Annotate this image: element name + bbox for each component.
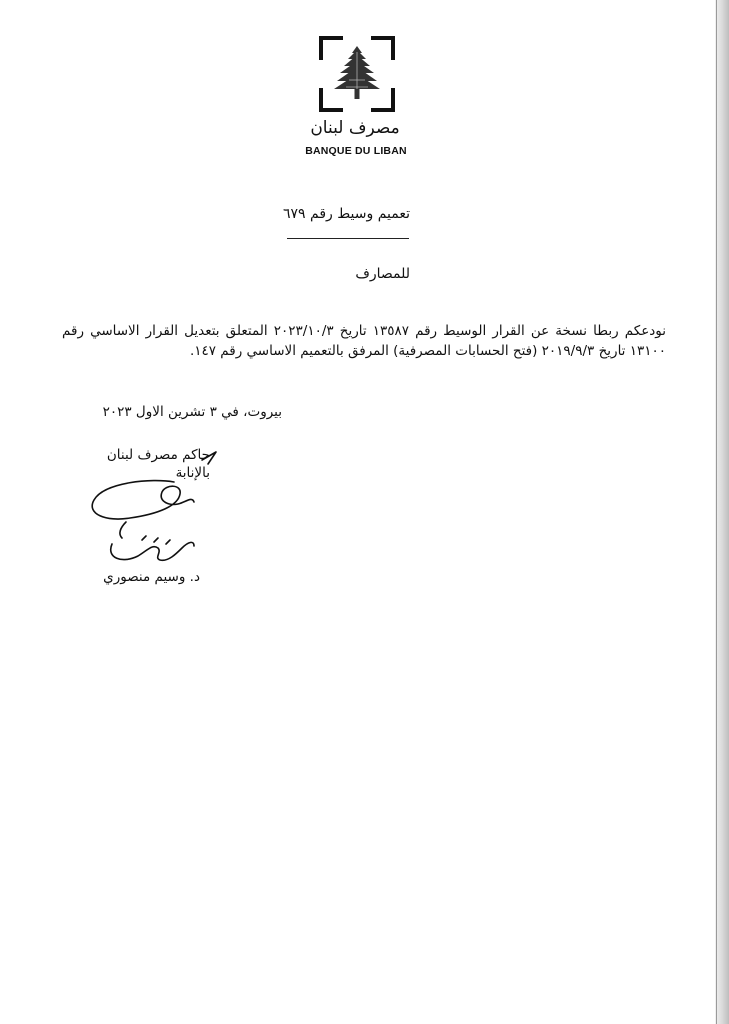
signatory-name: د. وسيم منصوري [103, 569, 200, 585]
dateline: بيروت، في ٣ تشرين الاول ٢٠٢٣ [102, 404, 282, 420]
addressee: للمصارف [355, 266, 410, 282]
title-underline [287, 238, 409, 239]
governor-capacity: بالإنابة [175, 465, 210, 481]
handwritten-signature-icon [82, 448, 232, 570]
scan-edge-line [716, 0, 717, 1024]
circular-body: نودعكم ربطا نسخة عن القرار الوسيط رقم ١٣٥٨٧ تاريخ ٢٠٢٣/١٠/٣ المتعلق بتعديل القرار الاساسي رقم ١٣١٠٠ تاريخ ٢٠١٩/٩/٣ (فتح الحسابات المصرفية) المرفق بالتعميم الاساسي رقم ١٤٧. [62, 323, 666, 359]
bank-name-arabic: مصرف لبنان [310, 118, 400, 138]
scan-edge-shadow [715, 0, 729, 1024]
bank-name-english: BANQUE DU LIBAN [305, 145, 407, 157]
governor-role: حاكم مصرف لبنان [106, 447, 210, 463]
circular-title: تعميم وسيط رقم ٦٧٩ [283, 206, 410, 222]
cedar-tree-icon [319, 36, 395, 112]
